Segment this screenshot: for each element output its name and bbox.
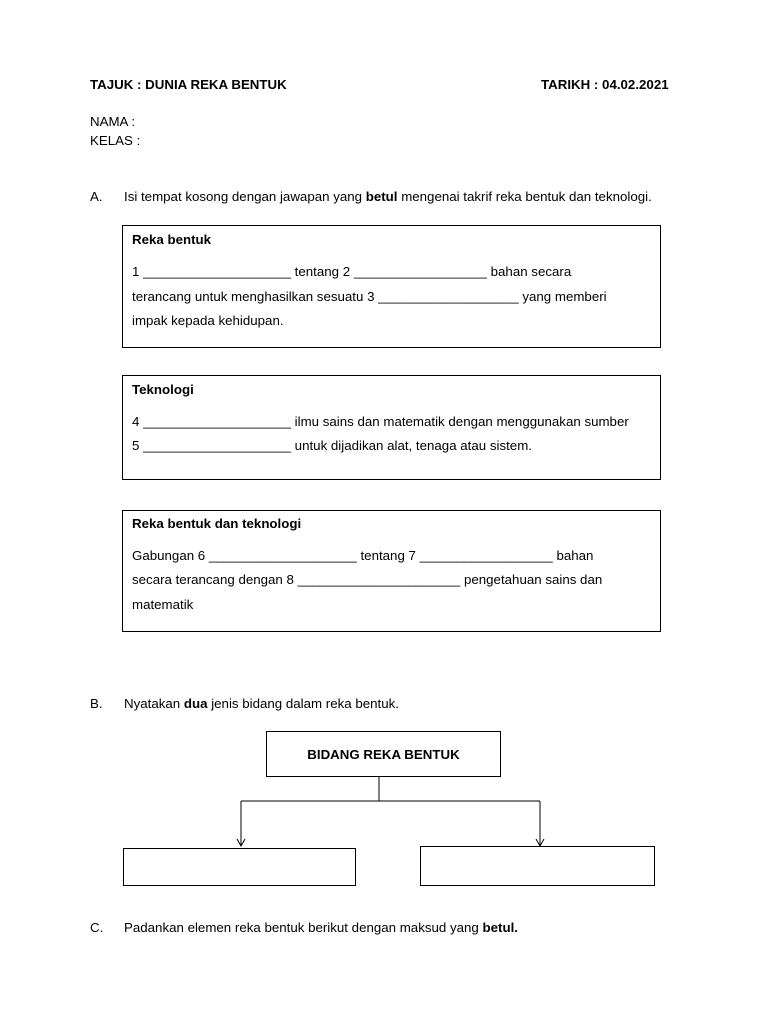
- diagram-root-label: BIDANG REKA BENTUK: [307, 747, 460, 762]
- definition-line[interactable]: Gabungan 6 ____________________ tentang 7 __________________ bahan: [132, 548, 594, 563]
- definition-line: matematik: [132, 597, 194, 612]
- section-a-marker: A.: [90, 189, 103, 204]
- definition-box-title: Reka bentuk dan teknologi: [132, 516, 302, 531]
- section-a-instruction-bold: betul: [365, 189, 398, 204]
- section-b-instruction-post: jenis bidang dalam reka bentuk.: [207, 696, 399, 711]
- definition-line[interactable]: 4 ____________________ ilmu sains dan matematik dengan menggunakan sumber: [132, 414, 629, 429]
- section-b-instruction-bold: dua: [183, 696, 208, 711]
- definition-box-title: Teknologi: [132, 382, 194, 397]
- section-c-instruction: [124, 920, 518, 935]
- definition-line[interactable]: secara terancang dengan 8 ______________________ pengetahuan sains dan: [132, 572, 603, 587]
- definition-line[interactable]: 1 ____________________ tentang 2 __________________ bahan secara: [132, 264, 572, 279]
- section-c-instruction-bold: betul.: [482, 920, 518, 935]
- section-a-instruction-pre: Isi tempat kosong dengan jawapan yang: [124, 189, 366, 204]
- class-label: KELAS :: [90, 133, 141, 148]
- answer-box-left[interactable]: [123, 848, 356, 886]
- definition-box-title: Reka bentuk: [132, 232, 212, 247]
- section-c-instruction-pre: Padankan elemen reka bentuk berikut dengan maksud yang: [124, 920, 483, 935]
- name-label: NAMA :: [90, 114, 136, 129]
- section-b-marker: B.: [90, 696, 103, 711]
- section-a-instruction-post: mengenai takrif reka bentuk dan teknologi.: [397, 189, 652, 204]
- definition-line[interactable]: 5 ____________________ untuk dijadikan alat, tenaga atau sistem.: [132, 438, 532, 453]
- worksheet-date: TARIKH : 04.02.2021: [541, 77, 669, 92]
- section-b-instruction-pre: Nyatakan: [124, 696, 184, 711]
- answer-box-right[interactable]: [420, 846, 655, 886]
- definition-line[interactable]: terancang untuk menghasilkan sesuatu 3 ___________________ yang memberi: [132, 289, 607, 304]
- worksheet-title: TAJUK : DUNIA REKA BENTUK: [90, 77, 287, 92]
- section-c-marker: C.: [90, 920, 104, 935]
- definition-line: impak kepada kehidupan.: [132, 313, 284, 328]
